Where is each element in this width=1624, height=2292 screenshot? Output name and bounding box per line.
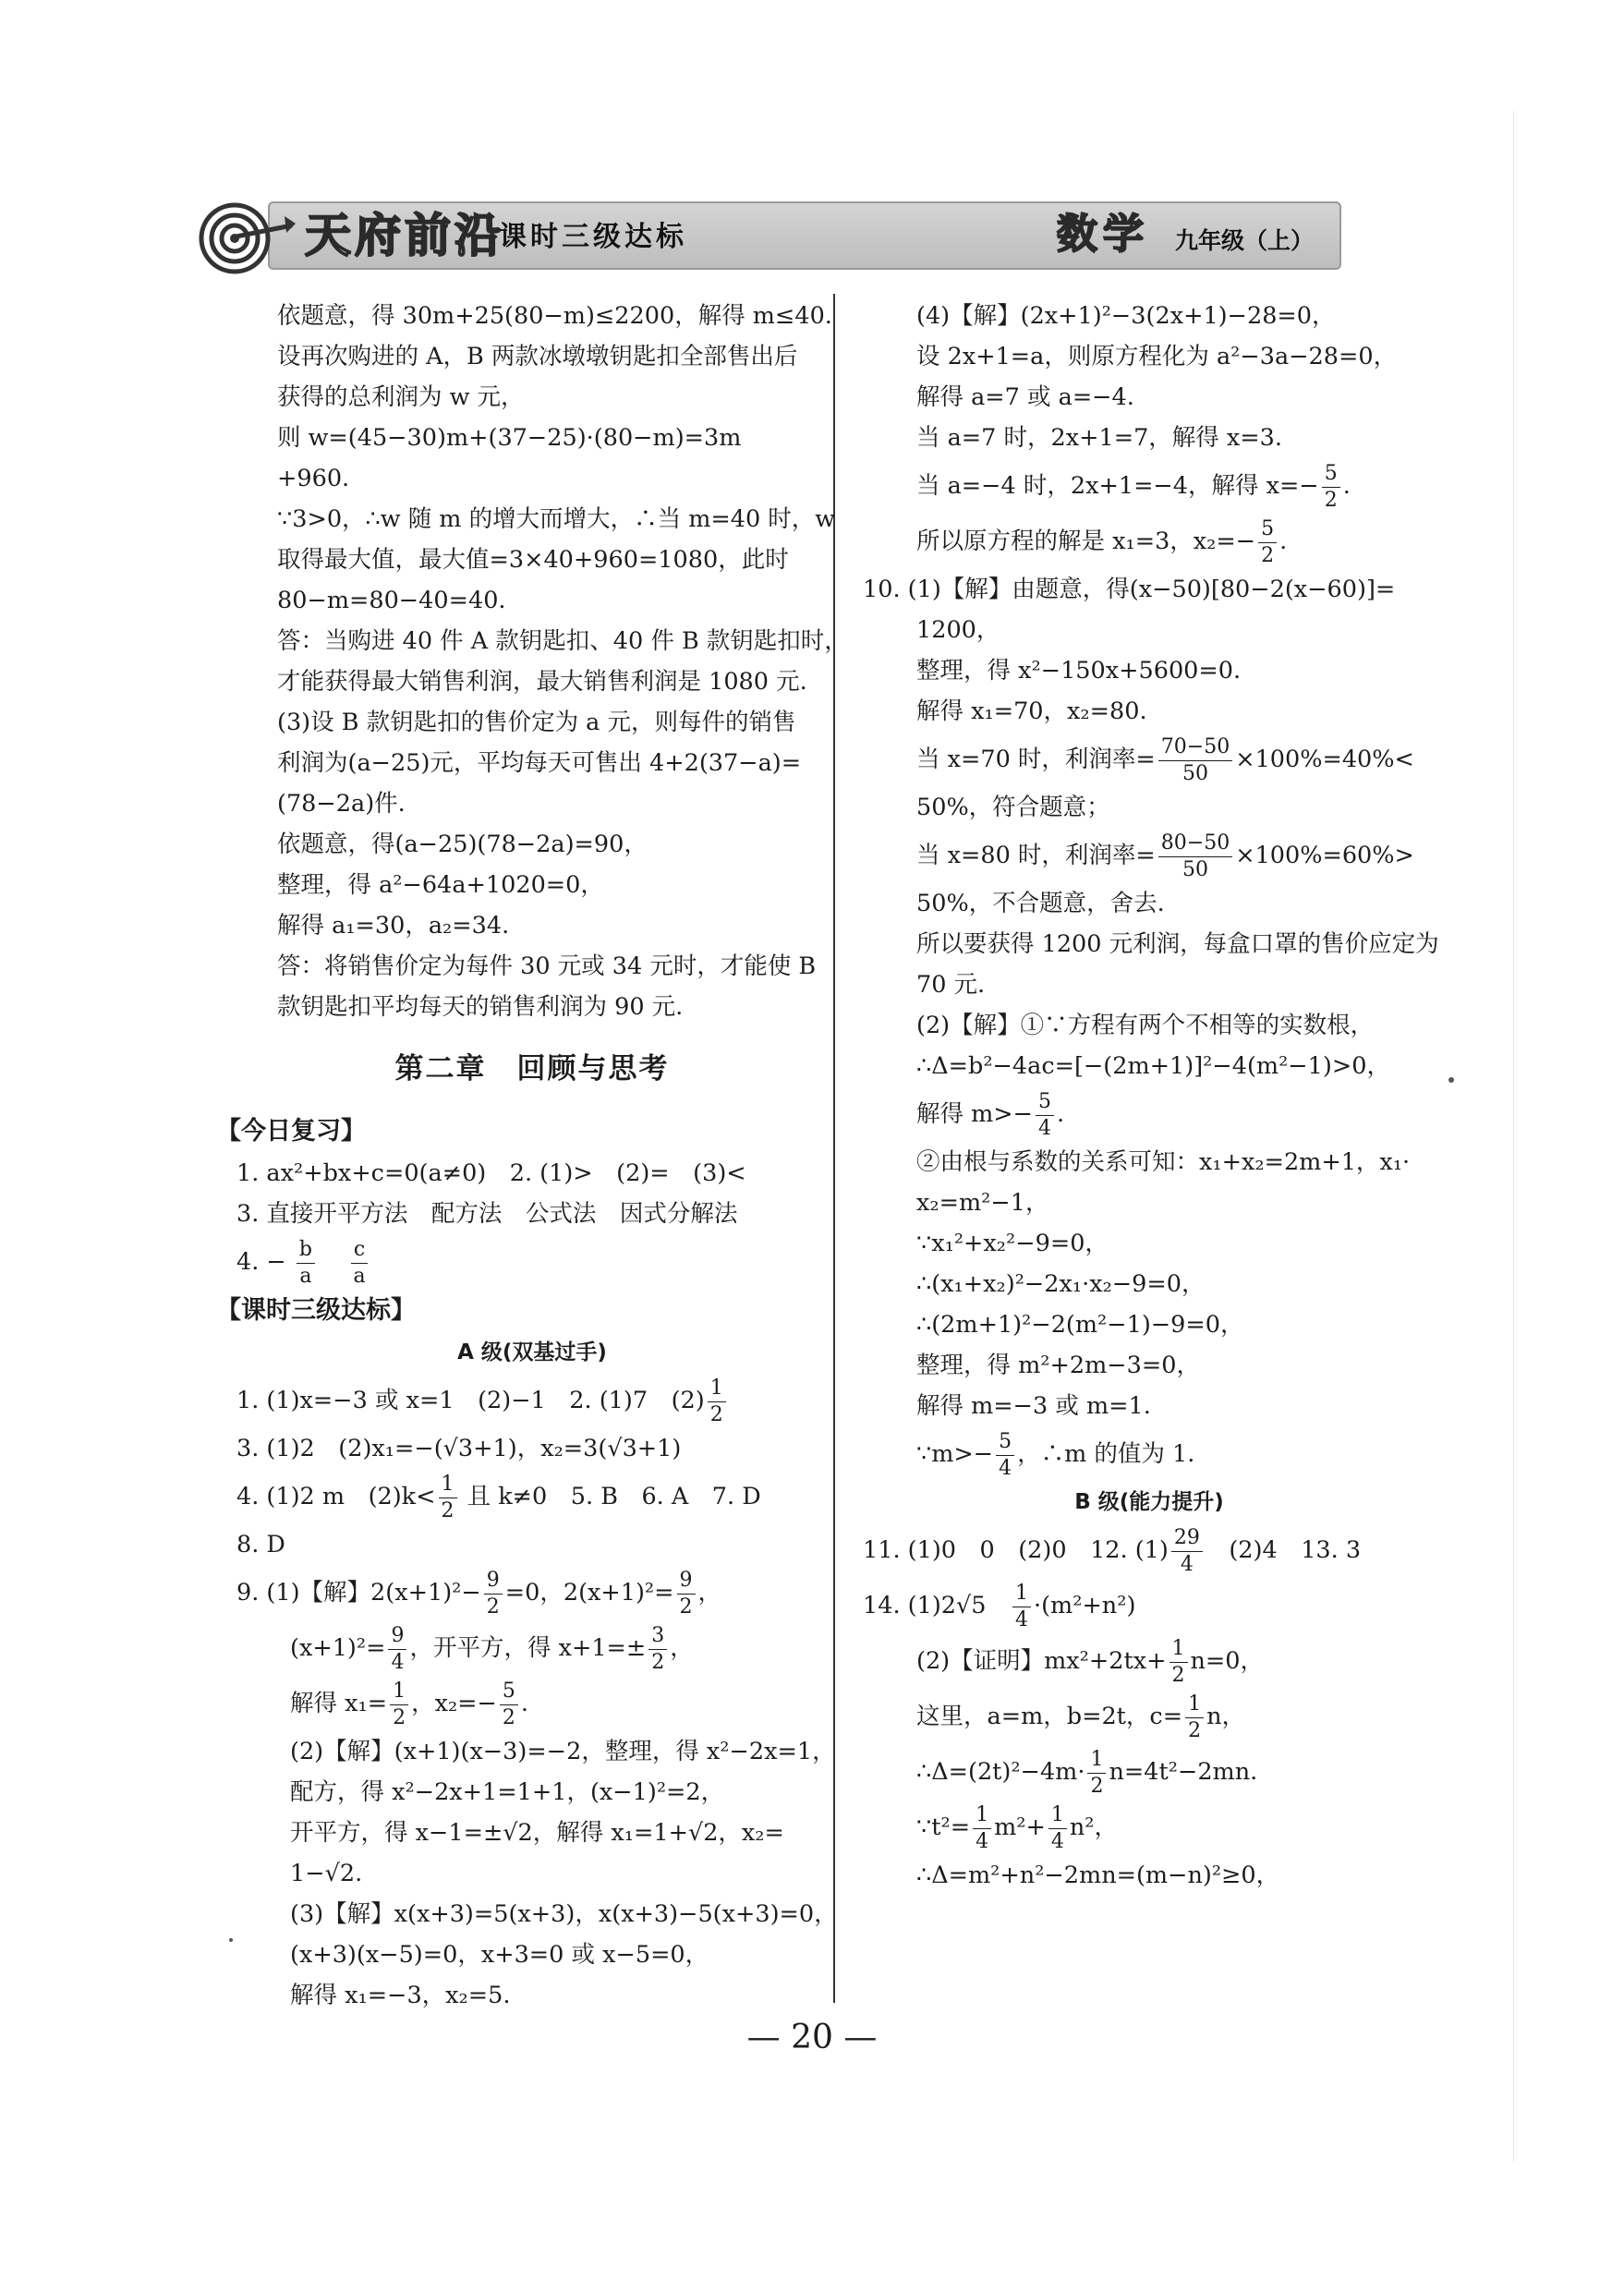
answer-text: 14. (1)2√5 [863, 1592, 1010, 1619]
answer-text: (2)4 13. 3 [1205, 1536, 1362, 1564]
numerator: 5 [500, 1679, 518, 1705]
text-line: 则 w=(45−30)m+(37−25)·(80−m)=3m [277, 424, 742, 452]
text-line: 答：将销售价定为每件 30 元或 34 元时，才能使 B [277, 952, 817, 980]
answer-text: =0，2(x+1)²= [504, 1579, 674, 1607]
numerator: 1 [708, 1376, 726, 1402]
answer-line: ∵x₁²+x₂²−9=0， [916, 1230, 1109, 1257]
fraction [484, 1568, 503, 1620]
fraction [1012, 1581, 1031, 1633]
fraction [1322, 461, 1340, 514]
answer-text: 4. (1)2 m (2)k< [236, 1483, 436, 1510]
text-line: 取得最大值，最大值=3×40+960=1080，此时 [277, 546, 789, 574]
left-column [216, 296, 848, 2016]
numerator: b [297, 1237, 315, 1264]
answer-line: 3. 直接开平方法 配方法 公式法 因式分解法 [236, 1200, 738, 1228]
answer-line [236, 1676, 828, 1731]
answer-line: ∴Δ=b²−4ac=[−(2m+1)]²−4(m²−1)>0， [916, 1052, 1390, 1080]
answer-line: ∴(2m+1)²−2(m²−1)−9=0， [916, 1311, 1244, 1339]
answer-line [236, 1373, 828, 1428]
numerator: 1 [390, 1679, 408, 1705]
answer-text: ， [697, 1579, 722, 1607]
right-column [863, 296, 1439, 1896]
answer-text: 4. − [236, 1248, 286, 1276]
text-line: 获得的总利润为 w 元， [277, 383, 525, 411]
fraction [677, 1568, 696, 1620]
text-line: 款钥匙扣平均每天的销售利润为 90 元. [277, 993, 684, 1021]
numerator: 1 [1012, 1581, 1031, 1607]
fraction [439, 1472, 457, 1524]
denominator: 2 [393, 1705, 406, 1729]
answer-line: x₂=m²−1， [916, 1189, 1049, 1217]
answer-text: ·(m²+n²) [1033, 1592, 1136, 1619]
numerator: 5 [1322, 461, 1340, 488]
fraction [1087, 1747, 1106, 1800]
numerator: 80−50 [1158, 831, 1232, 857]
denominator: 2 [486, 1595, 500, 1619]
denominator: 2 [1171, 1663, 1185, 1687]
answer-line [863, 1578, 1436, 1633]
text-line: 利润为(a−25)元，平均每天可售出 4+2(37−a)= [277, 749, 802, 777]
answer-text: 解得 x₁= [290, 1690, 388, 1717]
scan-speck [229, 1938, 233, 1942]
answer-line: 1−√2. [290, 1860, 363, 1887]
answer-text: ∵t²= [916, 1813, 971, 1841]
denominator: 2 [1261, 543, 1275, 567]
answer-line: 设 2x+1=a，则原方程化为 a²−3a−28=0， [916, 343, 1398, 370]
fraction [1185, 1692, 1204, 1744]
answer-text: 11. (1)0 0 (2)0 12. (1) [863, 1536, 1169, 1564]
answer-text: n=4t²−2mn. [1109, 1758, 1258, 1786]
answer-text: 当 x=70 时，利润率= [916, 746, 1156, 773]
answer-text: 9. (1)【解】2(x+1)²− [236, 1579, 481, 1607]
denominator: 2 [709, 1402, 723, 1426]
answer-text: n， [1206, 1703, 1245, 1730]
answer-text: 当 x=80 时，利润率= [916, 842, 1156, 869]
answer-text: 解得 m>− [916, 1100, 1034, 1128]
answer-text: ，∴m 的值为 1. [1017, 1440, 1195, 1468]
text-line: 80−m=80−40=40. [277, 587, 506, 614]
answer-line [863, 828, 1436, 883]
section-heading-review: 【今日复习】 [216, 1117, 366, 1146]
brand-title: 天府前沿 [305, 209, 504, 262]
answer-text: ×100%=60%> [1235, 842, 1414, 869]
denominator: 4 [1014, 1607, 1028, 1631]
answer-line: 70 元. [916, 971, 986, 999]
answer-text: 所以原方程的解是 x₁=3，x₂=− [916, 528, 1256, 555]
numerator: 5 [996, 1429, 1014, 1456]
answer-line: 10. (1)【解】由题意，得(x−50)[80−2(x−60)]= [863, 576, 1396, 603]
answer-text: ∴Δ=(2t)²−4m· [916, 1758, 1085, 1786]
answer-line: 开平方，得 x−1=±√2，解得 x₁=1+√2，x₂= [290, 1819, 784, 1847]
fraction [500, 1679, 518, 1731]
text-line: 答：当购进 40 件 A 款钥匙扣、40 件 B 款钥匙扣时， [277, 627, 848, 655]
fraction [708, 1376, 726, 1428]
answer-line: 3. (1)2 (2)x₁=−(√3+1)，x₂=3(√3+1) [236, 1435, 682, 1462]
fraction [297, 1237, 315, 1290]
series-title: 课时三级达标 [499, 221, 687, 253]
answer-line: (4)【解】(2x+1)²−3(2x+1)−28=0， [916, 302, 1336, 330]
answer-text: n²， [1069, 1813, 1118, 1841]
text-line: ∵3>0，∴w 随 m 的增大而增大，∴当 m=40 时，w [277, 505, 836, 533]
answer-line [863, 1426, 1436, 1482]
answer-text: . [1057, 1100, 1065, 1128]
denominator: 2 [1188, 1718, 1202, 1742]
answer-line [236, 1469, 828, 1524]
numerator: 1 [973, 1802, 991, 1829]
answer-line: 1200， [916, 616, 1000, 644]
fraction [1171, 1525, 1203, 1578]
answer-line: (3)【解】x(x+3)=5(x+3)，x(x+3)−5(x+3)=0， [290, 1900, 838, 1928]
denominator: 50 [1182, 857, 1208, 881]
answer-line [863, 1086, 1436, 1142]
numerator: 1 [1048, 1802, 1067, 1829]
fraction [350, 1237, 368, 1290]
answer-line: 1. ax²+bx+c=0(a≠0) 2. (1)> (2)= (3)< [236, 1159, 746, 1187]
denominator: 2 [651, 1650, 665, 1674]
answer-line: 解得 x₁=70，x₂=80. [916, 697, 1147, 725]
answer-line: 整理，得 x²−150x+5600=0. [916, 657, 1242, 685]
chapter-title: 第二章 回顾与思考 [394, 1052, 670, 1085]
answer-line: 当 a=7 时，2x+1=7，解得 x=3. [916, 424, 1282, 452]
answer-line: (2)【解】(x+1)(x−3)=−2，整理，得 x²−2x=1， [290, 1738, 836, 1765]
denominator: 2 [441, 1498, 454, 1522]
numerator: 3 [648, 1623, 667, 1650]
text-line: (3)设 B 款钥匙扣的售价定为 a 元，则每件的销售 [277, 709, 796, 736]
answer-line [863, 1689, 1436, 1744]
answer-line: 50%，不合题意，舍去. [916, 890, 1165, 917]
denominator: 2 [679, 1595, 693, 1619]
answer-line: 所以要获得 1200 元利润，每盒口罩的售价应定为 [916, 930, 1439, 958]
answer-line [236, 1620, 828, 1676]
answer-text: . [1342, 472, 1351, 500]
fraction [1036, 1089, 1054, 1142]
answer-text: 1. (1)x=−3 或 x=1 (2)−1 2. (1)7 (2) [236, 1387, 705, 1414]
answer-line [863, 732, 1436, 787]
text-line: (78−2a)件. [277, 790, 406, 818]
target-icon [196, 192, 297, 285]
text-line: 整理，得 a²−64a+1020=0， [277, 871, 604, 899]
numerator: 9 [388, 1623, 406, 1650]
subject-title: 数学 [1057, 211, 1149, 258]
level-b-heading: B 级(能力提升) [1074, 1490, 1224, 1514]
answer-line: 整理，得 m²+2m−3=0， [916, 1352, 1200, 1379]
text-line: 依题意，得 30m+25(80−m)≤2200，解得 m≤40. [277, 302, 832, 330]
answer-line: ∴(x₁+x₂)²−2x₁·x₂−9=0， [916, 1270, 1206, 1298]
answer-line [236, 1234, 828, 1290]
page-number: — 20 — [746, 2019, 878, 2056]
answer-text: 当 a=−4 时，2x+1=−4，解得 x=− [916, 472, 1319, 500]
answer-line: 解得 x₁=−3，x₂=5. [290, 1982, 511, 2009]
denominator: 2 [1324, 488, 1338, 512]
denominator: 4 [999, 1456, 1012, 1480]
denominator: 2 [502, 1705, 515, 1729]
answer-text: . [520, 1690, 529, 1717]
text-line: 解得 a₁=30，a₂=34. [277, 912, 510, 940]
section-heading-levels: 【课时三级达标】 [216, 1296, 416, 1325]
answer-line: 50%，符合题意； [916, 794, 1110, 821]
answer-line: (x+3)(x−5)=0，x+3=0 或 x−5=0， [290, 1941, 709, 1969]
level-a-heading: A 级(双基过手) [457, 1340, 607, 1364]
denominator: 50 [1182, 761, 1208, 785]
numerator: 5 [1036, 1089, 1054, 1116]
denominator: 4 [976, 1829, 989, 1853]
denominator: 4 [391, 1650, 405, 1674]
scan-speck [1448, 1077, 1454, 1083]
fraction [388, 1623, 406, 1676]
denominator: a [299, 1264, 312, 1288]
answer-line: 8. D [236, 1531, 285, 1558]
numerator: 9 [484, 1568, 503, 1595]
scan-edge-line [1513, 111, 1514, 2162]
answer-text: 这里，a=m，b=2t，c= [916, 1703, 1183, 1730]
numerator: 1 [439, 1472, 457, 1498]
numerator: 9 [677, 1568, 696, 1595]
answer-line [863, 1522, 1436, 1578]
answer-text: (2)【证明】mx²+2tx+ [916, 1647, 1167, 1675]
answer-text: ∵m>− [916, 1440, 994, 1468]
fraction [390, 1679, 408, 1731]
numerator: 70−50 [1158, 734, 1232, 761]
answer-line: ∴Δ=m²+n²−2mn=(m−n)²≥0， [916, 1861, 1280, 1889]
fraction [648, 1623, 667, 1676]
answer-text: ×100%=40%< [1235, 746, 1414, 773]
denominator: a [353, 1264, 366, 1288]
numerator: 1 [1170, 1636, 1188, 1663]
denominator: 2 [1090, 1774, 1104, 1798]
answer-text: 且 k≠0 5. B 6. A 7. D [467, 1483, 761, 1510]
denominator: 4 [1050, 1829, 1064, 1853]
answer-text: ，开平方，得 x+1=± [409, 1634, 647, 1662]
fraction [1158, 831, 1232, 883]
text-line: +960. [277, 465, 350, 492]
text-line: 设再次购进的 A，B 两款冰墩墩钥匙扣全部售出后 [277, 343, 798, 370]
answer-text: n=0， [1190, 1647, 1265, 1675]
answer-line: ②由根与系数的关系可知：x₁+x₂=2m+1，x₁· [916, 1148, 1411, 1176]
grade-label: 九年级（上） [1175, 227, 1315, 254]
denominator: 4 [1180, 1552, 1194, 1576]
answer-line [236, 1565, 828, 1620]
answer-line: 解得 m=−3 或 m=1. [916, 1392, 1151, 1420]
answer-line [863, 1744, 1436, 1800]
fraction [996, 1429, 1014, 1482]
answer-line: 解得 a=7 或 a=−4. [916, 383, 1134, 411]
answer-line [863, 1633, 1436, 1689]
answer-line: 配方，得 x²−2x+1=1+1，(x−1)²=2， [290, 1778, 725, 1806]
numerator: c [351, 1237, 368, 1264]
answer-line: (2)【解】①∵方程有两个不相等的实数根， [916, 1012, 1375, 1039]
numerator: 1 [1087, 1747, 1106, 1774]
fraction [1170, 1636, 1188, 1689]
denominator: 4 [1038, 1116, 1052, 1140]
answer-line [863, 458, 1436, 514]
answer-line [863, 1800, 1436, 1855]
answer-line [863, 514, 1436, 569]
fraction [973, 1802, 991, 1855]
fraction [1158, 734, 1232, 787]
numerator: 29 [1171, 1525, 1203, 1552]
numerator: 1 [1185, 1692, 1204, 1718]
answer-text: ， [670, 1634, 694, 1662]
numerator: 5 [1258, 516, 1277, 543]
text-line: 依题意，得(a−25)(78−2a)=90， [277, 831, 648, 858]
answer-text: ，x₂=− [411, 1690, 497, 1717]
fraction [1048, 1802, 1067, 1855]
answer-text: m²+ [994, 1813, 1046, 1841]
answer-text: . [1279, 528, 1288, 555]
fraction [1258, 516, 1277, 569]
answer-text: (x+1)²= [290, 1634, 386, 1662]
text-line: 才能获得最大销售利润，最大销售利润是 1080 元. [277, 668, 807, 696]
